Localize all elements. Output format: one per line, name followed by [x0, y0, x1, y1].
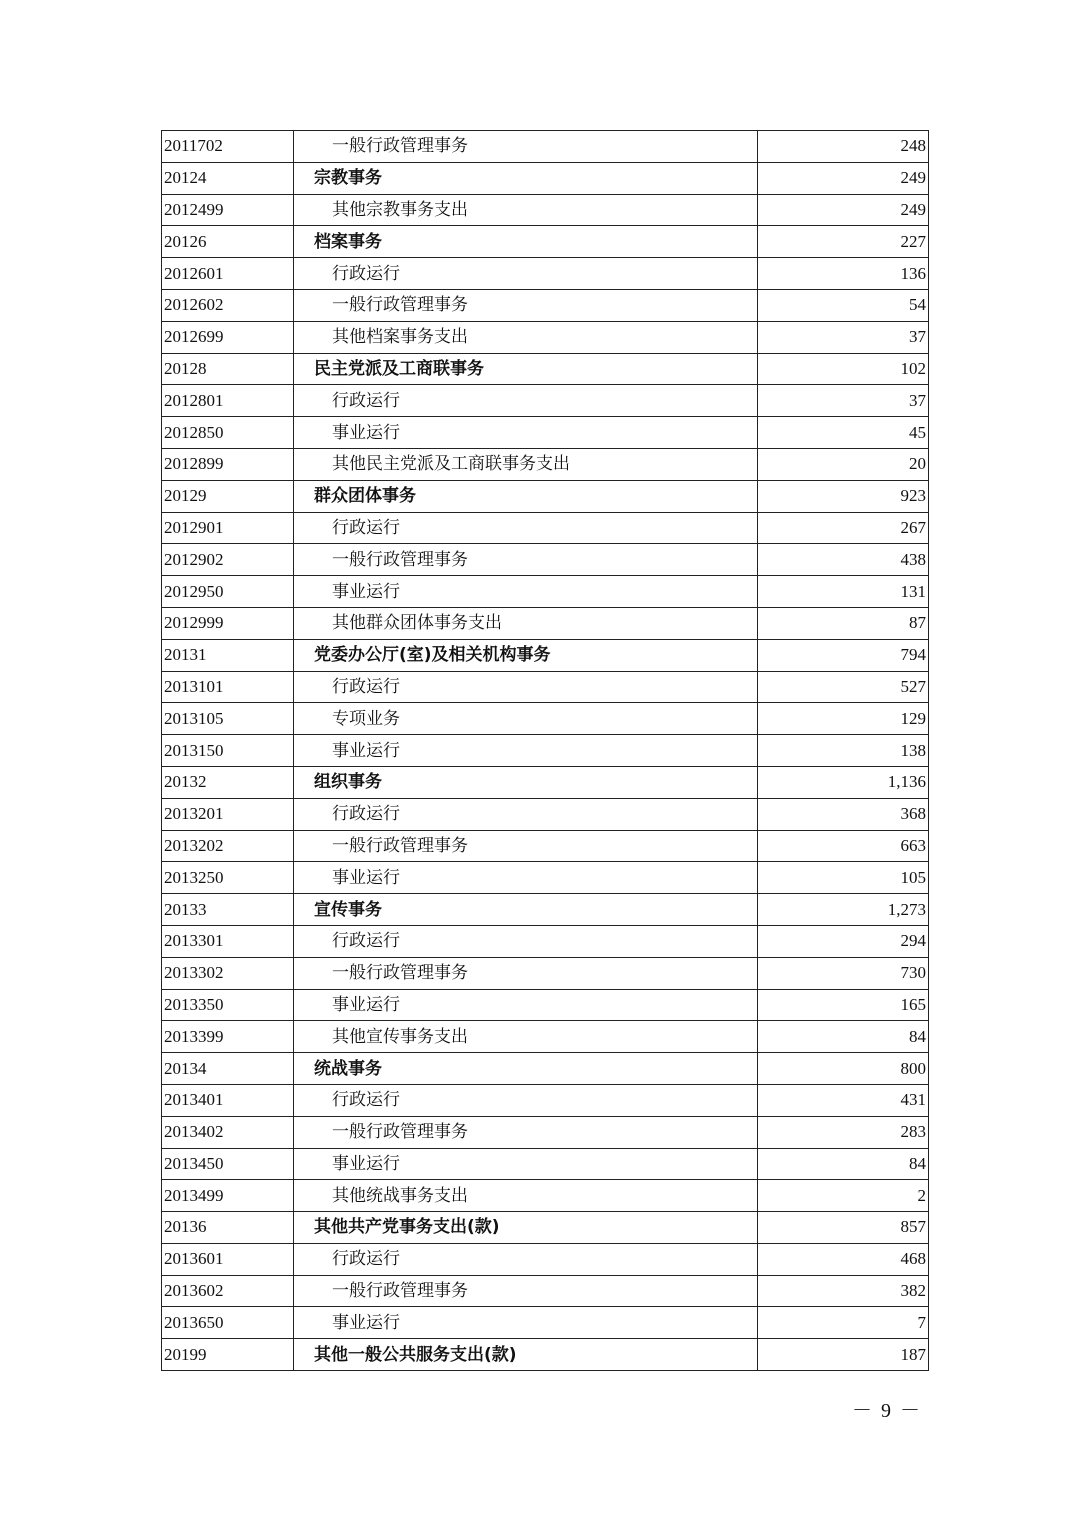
item-name: 其他档案事务支出: [294, 321, 758, 353]
item-amount: 249: [758, 194, 929, 226]
item-amount: 730: [758, 957, 929, 989]
item-amount: 2: [758, 1180, 929, 1212]
table-row: [162, 576, 929, 608]
budget-table-body: [162, 131, 929, 1371]
item-name: 行政运行: [294, 385, 758, 417]
table-row: [162, 321, 929, 353]
item-name: 档案事务: [294, 226, 758, 258]
table-row: [162, 544, 929, 576]
item-code: 2012999: [162, 607, 294, 639]
item-name: 一般行政管理事务: [294, 830, 758, 862]
item-code: 20124: [162, 162, 294, 194]
item-name: 行政运行: [294, 512, 758, 544]
item-code: 2013401: [162, 1084, 294, 1116]
item-name: 行政运行: [294, 1084, 758, 1116]
item-amount: 138: [758, 735, 929, 767]
table-row: [162, 862, 929, 894]
table-row: [162, 735, 929, 767]
item-code: 2013202: [162, 830, 294, 862]
item-amount: 800: [758, 1053, 929, 1085]
item-name: 组织事务: [294, 766, 758, 798]
item-code: 2012602: [162, 289, 294, 321]
item-name: 事业运行: [294, 862, 758, 894]
item-name: 事业运行: [294, 989, 758, 1021]
table-row: [162, 512, 929, 544]
item-amount: 129: [758, 703, 929, 735]
item-amount: 294: [758, 925, 929, 957]
item-amount: 857: [758, 1212, 929, 1244]
item-code: 2013302: [162, 957, 294, 989]
item-name: 行政运行: [294, 258, 758, 290]
item-code: 2013201: [162, 798, 294, 830]
item-code: 2012950: [162, 576, 294, 608]
table-row: [162, 957, 929, 989]
item-amount: 527: [758, 671, 929, 703]
item-amount: 468: [758, 1243, 929, 1275]
table-row: [162, 1212, 929, 1244]
item-code: 2013350: [162, 989, 294, 1021]
item-amount: 923: [758, 480, 929, 512]
item-name: 行政运行: [294, 798, 758, 830]
item-code: 20131: [162, 639, 294, 671]
item-amount: 37: [758, 321, 929, 353]
item-name: 其他宗教事务支出: [294, 194, 758, 226]
item-code: 2013650: [162, 1307, 294, 1339]
item-code: 20129: [162, 480, 294, 512]
item-name: 一般行政管理事务: [294, 131, 758, 163]
item-name: 党委办公厅(室)及相关机构事务: [294, 639, 758, 671]
item-name: 事业运行: [294, 576, 758, 608]
table-row: [162, 1084, 929, 1116]
budget-table: [161, 130, 929, 1371]
item-amount: 136: [758, 258, 929, 290]
table-row: [162, 1180, 929, 1212]
item-name: 一般行政管理事务: [294, 289, 758, 321]
item-name: 宣传事务: [294, 894, 758, 926]
item-amount: 267: [758, 512, 929, 544]
item-name: 行政运行: [294, 1243, 758, 1275]
item-code: 2013450: [162, 1148, 294, 1180]
item-amount: 7: [758, 1307, 929, 1339]
item-name: 其他民主党派及工商联事务支出: [294, 448, 758, 480]
table-row: [162, 798, 929, 830]
table-row: [162, 480, 929, 512]
table-row: [162, 226, 929, 258]
item-code: 2013150: [162, 735, 294, 767]
table-row: [162, 131, 929, 163]
item-name: 群众团体事务: [294, 480, 758, 512]
item-code: 20134: [162, 1053, 294, 1085]
item-name: 其他一般公共服务支出(款): [294, 1339, 758, 1371]
item-code: 2013301: [162, 925, 294, 957]
table-row: [162, 448, 929, 480]
table-row: [162, 1053, 929, 1085]
item-amount: 84: [758, 1148, 929, 1180]
item-name: 一般行政管理事务: [294, 544, 758, 576]
item-name: 其他宣传事务支出: [294, 1021, 758, 1053]
item-name: 专项业务: [294, 703, 758, 735]
table-row: [162, 194, 929, 226]
item-name: 一般行政管理事务: [294, 1116, 758, 1148]
item-code: 2013499: [162, 1180, 294, 1212]
item-amount: 283: [758, 1116, 929, 1148]
item-amount: 431: [758, 1084, 929, 1116]
item-name: 一般行政管理事务: [294, 1275, 758, 1307]
item-amount: 438: [758, 544, 929, 576]
item-code: 2011702: [162, 131, 294, 163]
item-code: 20199: [162, 1339, 294, 1371]
item-code: 2013399: [162, 1021, 294, 1053]
item-amount: 227: [758, 226, 929, 258]
item-amount: 368: [758, 798, 929, 830]
table-row: [162, 703, 929, 735]
item-amount: 1,273: [758, 894, 929, 926]
item-amount: 663: [758, 830, 929, 862]
table-row: [162, 989, 929, 1021]
item-code: 2012850: [162, 417, 294, 449]
item-code: 2012899: [162, 448, 294, 480]
item-code: 2012902: [162, 544, 294, 576]
item-name: 宗教事务: [294, 162, 758, 194]
item-code: 20136: [162, 1212, 294, 1244]
item-name: 一般行政管理事务: [294, 957, 758, 989]
item-amount: 382: [758, 1275, 929, 1307]
table-row: [162, 639, 929, 671]
table-row: [162, 417, 929, 449]
item-code: 2012601: [162, 258, 294, 290]
item-code: 2013250: [162, 862, 294, 894]
item-code: 2012499: [162, 194, 294, 226]
item-code: 2013105: [162, 703, 294, 735]
item-name: 事业运行: [294, 1148, 758, 1180]
item-code: 2013101: [162, 671, 294, 703]
table-row: [162, 925, 929, 957]
table-row: [162, 353, 929, 385]
table-row: [162, 1275, 929, 1307]
item-code: 20128: [162, 353, 294, 385]
item-code: 2012901: [162, 512, 294, 544]
item-amount: 249: [758, 162, 929, 194]
item-amount: 84: [758, 1021, 929, 1053]
item-name: 事业运行: [294, 417, 758, 449]
table-row: [162, 1307, 929, 1339]
item-name: 其他共产党事务支出(款): [294, 1212, 758, 1244]
item-code: 2012699: [162, 321, 294, 353]
table-row: [162, 385, 929, 417]
table-row: [162, 162, 929, 194]
item-code: 2013402: [162, 1116, 294, 1148]
item-amount: 54: [758, 289, 929, 321]
item-code: 2013602: [162, 1275, 294, 1307]
item-amount: 37: [758, 385, 929, 417]
table-row: [162, 607, 929, 639]
item-amount: 131: [758, 576, 929, 608]
table-row: [162, 830, 929, 862]
item-amount: 1,136: [758, 766, 929, 798]
item-amount: 187: [758, 1339, 929, 1371]
item-name: 事业运行: [294, 735, 758, 767]
item-name: 统战事务: [294, 1053, 758, 1085]
table-row: [162, 1339, 929, 1371]
item-amount: 794: [758, 639, 929, 671]
item-name: 事业运行: [294, 1307, 758, 1339]
table-row: [162, 766, 929, 798]
item-code: 2012801: [162, 385, 294, 417]
table-row: [162, 671, 929, 703]
table-row: [162, 1116, 929, 1148]
item-amount: 165: [758, 989, 929, 1021]
table-row: [162, 1148, 929, 1180]
item-code: 20132: [162, 766, 294, 798]
item-amount: 20: [758, 448, 929, 480]
item-amount: 45: [758, 417, 929, 449]
item-name: 其他统战事务支出: [294, 1180, 758, 1212]
item-name: 行政运行: [294, 925, 758, 957]
table-row: [162, 258, 929, 290]
table-row: [162, 1021, 929, 1053]
item-name: 民主党派及工商联事务: [294, 353, 758, 385]
table-row: [162, 289, 929, 321]
page-number: － 9 －: [852, 1400, 922, 1422]
table-row: [162, 894, 929, 926]
item-amount: 87: [758, 607, 929, 639]
item-amount: 105: [758, 862, 929, 894]
table-row: [162, 1243, 929, 1275]
item-code: 2013601: [162, 1243, 294, 1275]
item-name: 其他群众团体事务支出: [294, 607, 758, 639]
item-code: 20126: [162, 226, 294, 258]
item-code: 20133: [162, 894, 294, 926]
item-amount: 102: [758, 353, 929, 385]
item-amount: 248: [758, 131, 929, 163]
item-name: 行政运行: [294, 671, 758, 703]
